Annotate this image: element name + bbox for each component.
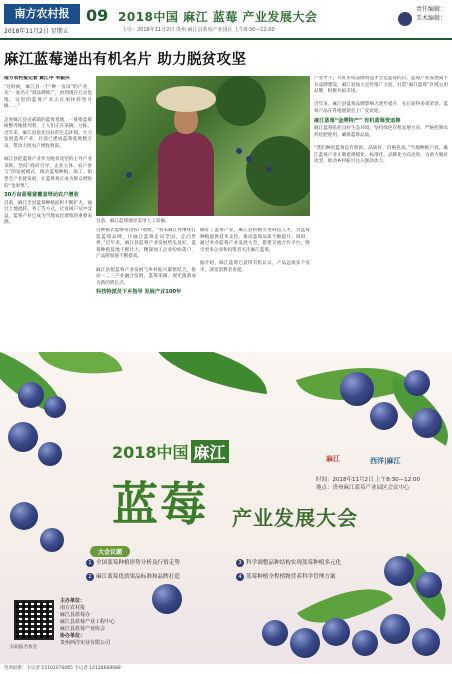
blueberry-icon — [290, 628, 320, 658]
sponsor-logo-left: 麻江 — [326, 455, 340, 463]
article-column-3 — [200, 228, 310, 348]
masthead-title: 2018中国 麻江 蓝莓 产业发展大会 — [118, 10, 318, 24]
conference-advertisement — [0, 352, 452, 674]
leaf-shape — [148, 352, 272, 394]
agenda-number: 3 — [236, 559, 244, 567]
article-text: 目前，麻江全县蓝莓种植面积不断扩大，通过土地流转、务工等方式，让贫困户从中受益，蓝莓产业已成为当地农民增收的重要来源。 — [4, 200, 92, 226]
article-text: 这种模式能够带动农户增收。“将来麻江将继续打造蓝莓品牌，让麻江蓝莓走向全国、走向世界。”近年来，麻江县蓝莓产业发展势头良好，蓝莓种植基地不断壮大，精深加工企业纷纷落户，产品附加值不断提高。 麻江县把蓝莓产业发展与乡村振兴紧密结合，推动一二三产业融合发展，蓝莓采摘、观光旅游成为新的增长点。 — [96, 228, 196, 286]
agenda-number: 2 — [86, 573, 94, 581]
main-headline: 麻江蓝莓递出有机名片 助力脱贫攻坚 — [4, 51, 247, 68]
blueberry-icon — [40, 528, 64, 552]
blueberry-icon — [398, 12, 412, 26]
straw-hat — [156, 86, 216, 112]
article-text: “这时候，麻江县一个“种一亩田”的产业，从“一张名片”到品牌推广，再到现在万亩基地，这里的蓝莓产业正在加快转型升级……” 走进麻江县宣威镇的蓝莓基地，一排排蓝莓树整齐地排列着，工人们正在采摘、分拣。近年来，麻江县依托良好的生态环境，大力发展蓝莓产业，目前已建成蓝莓基地数万亩，带动大批农户增收致富。 麻江县把蓝莓产业作为脱贫攻坚的主导产业来抓，坚持“政府引导、企业主体、农户参与”的发展模式，推动蓝莓种植、加工、销售全产业链发展，让蓝莓真正成为群众增收的“金果果”。 — [4, 84, 92, 189]
article-column-4 — [314, 76, 448, 348]
bush-shape — [96, 96, 126, 136]
paper-logo: 南方农村报 — [4, 4, 80, 24]
bush-shape — [216, 76, 266, 126]
blueberry-icon — [416, 572, 442, 598]
agenda-label: 大会议题 — [90, 546, 130, 557]
blueberry-icon — [370, 402, 398, 430]
blueberry-icon — [10, 502, 38, 530]
farmer-figure — [158, 132, 214, 216]
cohost-item: 贵州西洋实业有限公司 — [60, 640, 111, 646]
organizer-heading: 主办单位： — [60, 598, 86, 604]
article-subhead: 30万亩蓝莓富覆盖带动农户增收 — [4, 192, 79, 199]
article-subhead: 麻江蓝莓“金牌特产” 有机蓝莓受追捧 — [314, 117, 401, 124]
blueberry-icon — [404, 370, 430, 396]
leaf-shape — [37, 352, 122, 385]
qr-caption: 扫码报名参会 — [10, 645, 37, 650]
article-text: 麻江蓝莓依托良好生态环境，坚持绿色有机发展方向，严格控制农药化肥使用，确保蓝莓品质。 “我们种的蓝莓是有机的，品质好，价格也高。”当地种植户说。麻江蓝莓产业正朝着规模化、标准化、品牌化方向迈进，为助力脱贫攻坚、推动乡村振兴注入强劲动力。 — [314, 126, 448, 165]
blueberry-icon — [152, 584, 182, 614]
issue-date: 2018年11月2日 星期五 — [4, 28, 69, 35]
masthead — [0, 0, 452, 40]
agenda-text: 麻江蓝莓优质果品标准和品牌打造 — [96, 574, 180, 580]
blueberry-dot — [126, 172, 132, 178]
ad-title-year — [112, 440, 229, 463]
blueberry-dot — [266, 166, 272, 172]
blueberry-icon — [352, 630, 378, 656]
article-column-2 — [96, 228, 196, 348]
article-text: 产业才不，兴旺形成品牌效益才会是蓝莓的首。蓝莓产业发展离不开品牌建设，麻江县加大宣传推广力度，打造“麻江蓝莓”区域公用品牌，积极开拓市场。 近年来，麻江县蓝莓品牌影响力逐步提升，先后获得多项荣誉，蓝莓产品在各地展销会上广受欢迎。 — [314, 76, 448, 114]
organizer-item: 南方农村报 — [60, 605, 86, 611]
agenda-item — [86, 572, 180, 581]
blueberry-icon — [8, 422, 38, 452]
blueberry-icon — [322, 618, 350, 646]
blueberry-dot — [236, 148, 242, 154]
ad-title-rest: 产业发展大会 — [232, 506, 358, 530]
blueberry-icon — [38, 442, 62, 466]
article-subhead: 科技特派员下乡指导 发展产业100年 — [96, 289, 182, 296]
farmer-photo — [96, 76, 310, 216]
bush-shape — [246, 136, 310, 206]
blueberry-icon — [18, 382, 44, 408]
event-time-place — [316, 476, 420, 492]
agenda-item — [86, 558, 180, 567]
blueberry-icon — [380, 614, 410, 644]
sponsor-logo-right: 西洋|麻江 — [370, 457, 401, 465]
event-time: 时间：2018年11月2日 上午8:30—12:00 — [316, 477, 420, 483]
ad-big-title: 蓝莓 — [112, 477, 208, 531]
blueberry-dot — [246, 156, 252, 162]
ad-year-text: 2018中国 — [112, 443, 189, 462]
blueberry-icon — [340, 372, 374, 406]
agenda-item — [236, 572, 336, 581]
organizer-item: 麻江县蓝莓产业工程中心 — [60, 619, 116, 625]
agenda-text: 全国蓝莓种植形势分析及行情走势 — [96, 560, 180, 566]
editor-line: 责任编辑： — [415, 6, 446, 13]
agenda-item — [236, 558, 341, 567]
page-number: 09 — [86, 6, 109, 25]
cohost-heading: 协办单位： — [60, 633, 86, 639]
editor-credits — [416, 5, 446, 23]
organizer-item: 麻江县蓝莓办 — [60, 612, 91, 618]
contact-footer: 咨询联系：韦记者 15102076065 韦记者 14128688688 — [0, 664, 452, 674]
blueberry-icon — [412, 628, 440, 656]
masthead-subtitle: 主办：2018年11月2日 贵州·麻江县蓝莓产业园区 上午8:30—12:00 — [122, 27, 275, 33]
blueberry-icon — [384, 556, 414, 586]
qr-code[interactable] — [14, 600, 54, 640]
agenda-number: 1 — [86, 559, 94, 567]
agenda-number: 4 — [236, 573, 244, 581]
photo-caption: 目前，麻江蓝莓地里采用人工采摘。 — [96, 219, 170, 224]
article-column-1 — [4, 76, 92, 336]
event-place: 地点：贵州麻江蓝莓产业园区会议中心 — [316, 485, 410, 491]
ad-location-badge: 麻江 — [191, 440, 229, 463]
blueberry-icon — [44, 396, 66, 418]
organizer-item: 麻江县蓝莓产业协会 — [60, 626, 106, 632]
blueberry-icon — [412, 408, 442, 438]
agenda-text: 蓝莓种植全程植物营养科学管理方案 — [246, 574, 336, 580]
art-editor-line: 美术编辑： — [415, 15, 446, 22]
organizer-list — [60, 598, 115, 647]
blueberry-icon — [262, 620, 288, 646]
byline: 南方农村报记者 黄江中 韦振兴 — [4, 76, 70, 81]
agenda-text: 科学调整品种结构实现蓝莓种植多元化 — [246, 560, 342, 566]
article-text: 做好了蓝莓产业，麻江县积极引进科技人才，为蓝莓种植提供技术支持，推动蓝莓品质不断提升。同时，通过举办蓝莓产业发展大会，搭建交流合作平台，吸引更多企业和投资者关注麻江蓝莓。 据介绍，麻江蓝莓已获得有机认证，产品远销多个省市，深受消费者喜爱。 — [200, 228, 310, 273]
